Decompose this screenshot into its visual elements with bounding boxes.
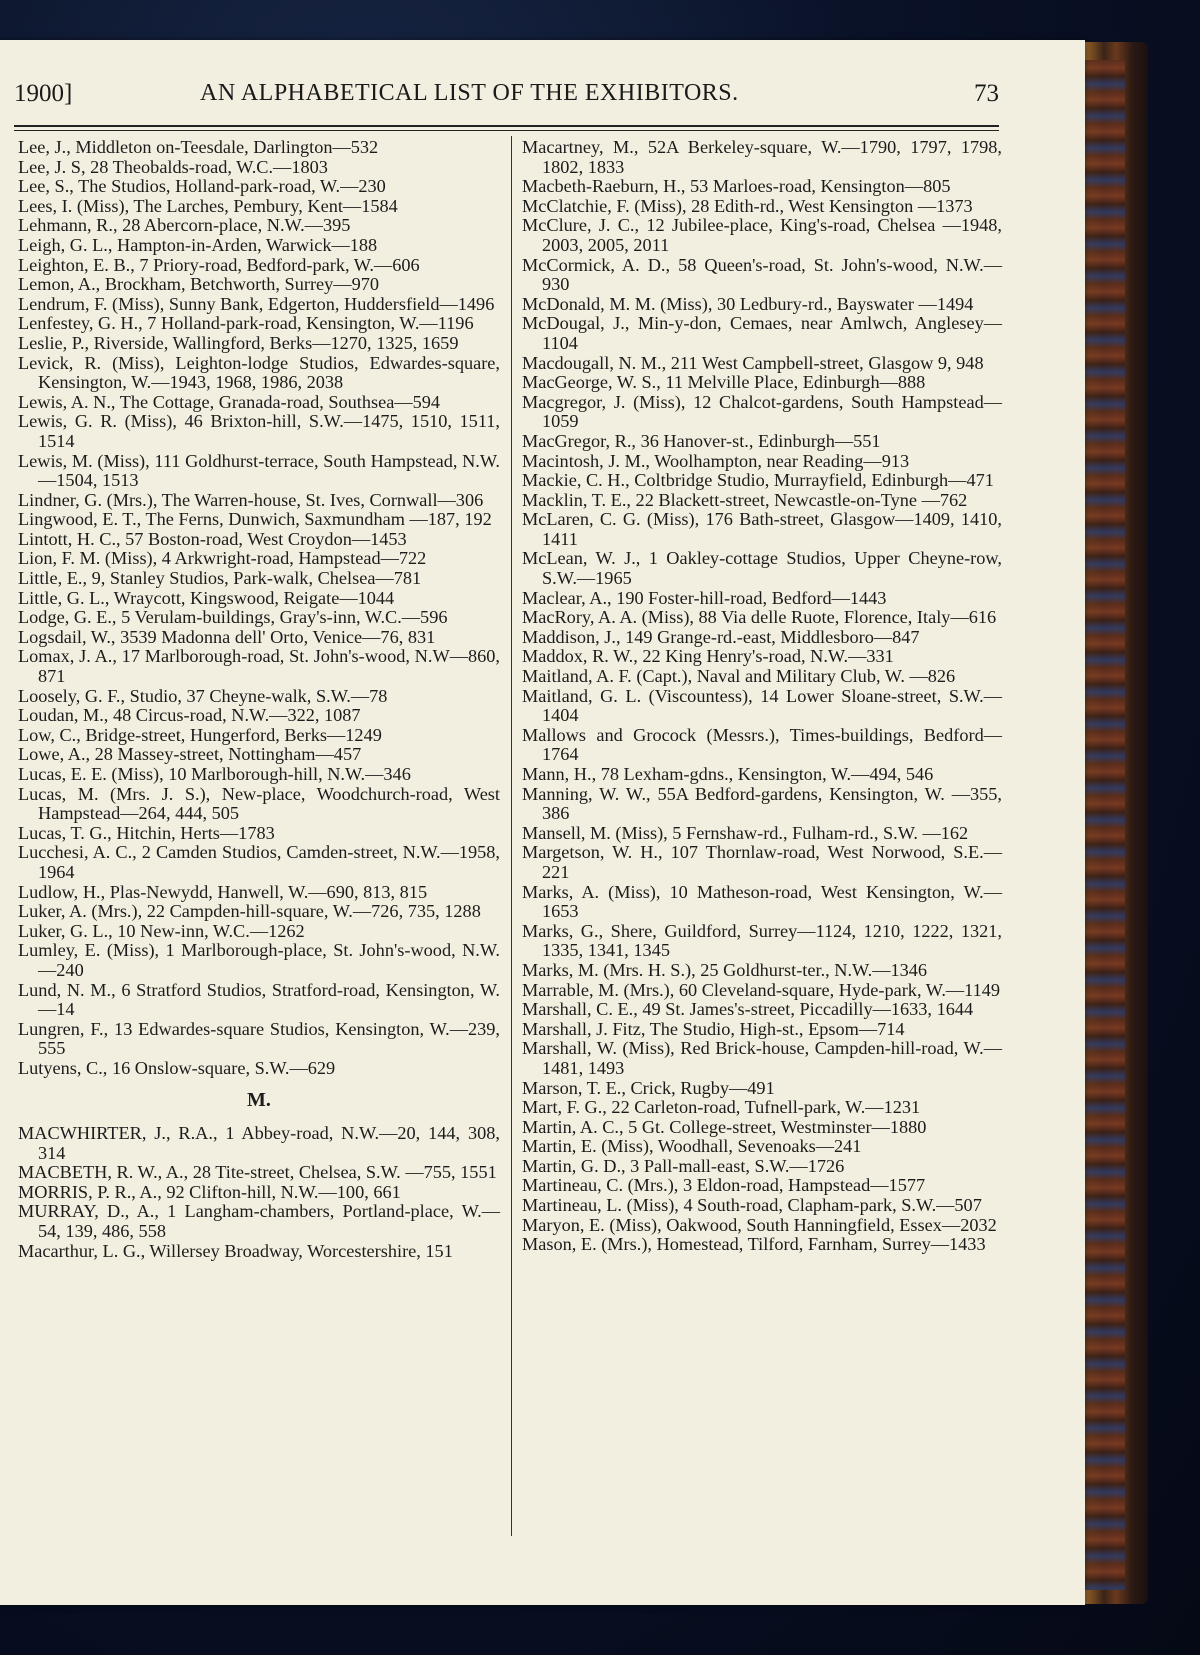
exhibitor-entry: Lemon, A., Brockham, Betchworth, Surrey—970 [18, 274, 379, 295]
exhibitor-entry: Marshall, J. Fitz, The Studio, High-st., Epsom—714 [522, 1018, 905, 1039]
exhibitor-entry: Little, E., 9, Stanley Studios, Park-walk, Chelsea—781 [18, 568, 422, 589]
page-number: 73 [974, 80, 999, 107]
exhibitor-entry: Lucas, T. G., Hitchin, Herts—1783 [18, 822, 275, 843]
exhibitor-entry: Lowe, A., 28 Massey-street, Nottingham—457 [18, 744, 362, 765]
header-year: 1900] [14, 80, 73, 107]
header-rule [14, 125, 999, 127]
exhibitor-entry: Lendrum, F. (Miss), Sunny Bank, Edgerton, Huddersfield—1496 [18, 293, 495, 314]
exhibitor-entry: MORRIS, P. R., A., 92 Clifton-hill, N.W.—100, 661 [18, 1181, 401, 1202]
section-heading-m: M. [247, 1088, 271, 1111]
exhibitor-entry: Low, C., Bridge-street, Hungerford, Berks—1249 [18, 724, 382, 745]
exhibitor-entry: Logsdail, W., 3539 Madonna dell' Orto, Venice—76, 831 [18, 626, 436, 647]
exhibitor-entry: Marks, M. (Mrs. H. S.), 25 Goldhurst-ter., N.W.—1346 [522, 959, 928, 980]
exhibitor-entry: Lucas, E. E. (Miss), 10 Marlborough-hill, N.W.—346 [18, 764, 411, 784]
exhibitor-entry: Lewis, A. N., The Cottage, Granada-road, Southsea—594 [18, 391, 441, 412]
exhibitor-entry: McClure, J. C., 12 Jubilee-place, King's-road, Chelsea —1948, 2003, 2005, 2011 [522, 215, 1002, 255]
exhibitor-entry: Macdougall, N. M., 211 West Campbell-street, Glasgow 9, 948 [522, 352, 984, 373]
exhibitor-entry: Lion, F. M. (Miss), 4 Arkwright-road, Hampstead—722 [18, 548, 427, 569]
exhibitor-entry: Mackie, C. H., Coltbridge Studio, Murrayfield, Edinburgh—471 [522, 470, 994, 491]
exhibitor-entry: McCormick, A. D., 58 Queen's-road, St. John's-wood, N.W.—930 [522, 254, 1002, 295]
exhibitor-entry: Lee, S., The Studios, Holland-park-road, W.—230 [18, 176, 386, 197]
exhibitor-entry: Lund, N. M., 6 Stratford Studios, Stratford-road, Kensington, W.—14 [18, 979, 500, 1020]
exhibitor-entry: Maddox, R. W., 22 King Henry's-road, N.W.—331 [522, 646, 894, 667]
exhibitor-entry: Lucas, M. (Mrs. J. S.), New-place, Woodchurch-road, West Hampstead—264, 444, 505 [18, 783, 500, 824]
exhibitor-entry: Loudan, M., 48 Circus-road, N.W.—322, 1087 [18, 705, 361, 726]
exhibitor-entry: Mason, E. (Mrs.), Homestead, Tilford, Farnham, Surrey—1433 [522, 1234, 986, 1255]
exhibitor-entry: Lee, J., Middleton on-Teesdale, Darlington—532 [18, 137, 379, 157]
exhibitor-entry: Lodge, G. E., 5 Verulam-buildings, Gray's-inn, W.C.—596 [18, 607, 448, 628]
exhibitor-entry: Lungren, F., 13 Edwardes-square Studios, Kensington, W.—239, 555 [18, 1018, 500, 1059]
exhibitor-entry: MURRAY, D., A., 1 Langham-chambers, Portland-place, W.—54, 139, 486, 558 [18, 1201, 500, 1242]
exhibitor-entry: Mansell, M. (Miss), 5 Fernshaw-rd., Fulham-rd., S.W. —162 [522, 822, 969, 843]
exhibitor-entry: Lenfestey, G. H., 7 Holland-park-road, Kensington, W.—1196 [18, 313, 474, 334]
exhibitor-entry: Martineau, C. (Mrs.), 3 Eldon-road, Hampstead—1577 [522, 1175, 926, 1196]
exhibitor-entry: Maitland, G. L. (Viscountess), 14 Lower Sloane-street, S.W.—1404 [522, 685, 1002, 726]
exhibitor-entry: Martin, A. C., 5 Gt. College-street, Westminster—1880 [522, 1116, 927, 1137]
exhibitor-entry: Maclear, A., 190 Foster-hill-road, Bedford—1443 [522, 587, 887, 608]
exhibitor-entry: MacGregor, R., 36 Hanover-st., Edinburgh—551 [522, 430, 881, 451]
exhibitor-entry: Leighton, E. B., 7 Priory-road, Bedford-park, W.—606 [18, 254, 420, 275]
exhibitor-entry: Maryon, E. (Miss), Oakwood, South Hanningfield, Essex—2032 [522, 1214, 997, 1235]
exhibitor-entry: Macklin, T. E., 22 Blackett-street, Newcastle-on-Tyne —762 [522, 489, 968, 510]
exhibitor-entry: Little, G. L., Wraycott, Kingswood, Reigate—1044 [18, 587, 395, 608]
exhibitor-entry: McLaren, C. G. (Miss), 176 Bath-street, Glasgow—1409, 1410, 1411 [522, 509, 1002, 549]
exhibitor-entry: Martineau, L. (Miss), 4 South-road, Clapham-park, S.W.—507 [522, 1195, 982, 1216]
exhibitor-entry: Lee, J. S, 28 Theobalds-road, W.C.—1803 [18, 156, 328, 177]
exhibitor-entry: Macbeth-Raeburn, H., 53 Marloes-road, Kensington—805 [522, 176, 951, 197]
exhibitor-entry: Marks, A. (Miss), 10 Matheson-road, West Kensington, W.—1653 [522, 881, 1002, 922]
exhibitor-entry: Macgregor, J. (Miss), 12 Chalcot-gardens, South Hampstead—1059 [522, 391, 1002, 432]
exhibitor-entry: Marshall, C. E., 49 St. James's-street, Piccadilly—1633, 1644 [522, 999, 974, 1020]
exhibitor-entry: McDougal, J., Min-y-don, Cemaes, near Amlwch, Anglesey—1104 [522, 313, 1002, 353]
exhibitor-entry: Lindner, G. (Mrs.), The Warren-house, St. Ives, Cornwall—306 [18, 489, 484, 510]
exhibitor-entry: Loosely, G. F., Studio, 37 Cheyne-walk, S.W.—78 [18, 685, 388, 706]
running-header [14, 44, 999, 107]
exhibitor-entry: Manning, W. W., 55A Bedford-gardens, Kensington, W. —355, 386 [522, 783, 1002, 824]
exhibitor-entry: Lewis, G. R. (Miss), 46 Brixton-hill, S.W.—1475, 1510, 1511, 1514 [18, 411, 500, 451]
exhibitor-entry: Lucchesi, A. C., 2 Camden Studios, Camden-street, N.W.—1958, 1964 [18, 842, 500, 882]
exhibitor-entry: Marson, T. E., Crick, Rugby—491 [522, 1077, 775, 1098]
exhibitor-entry: Levick, R. (Miss), Leighton-lodge Studios, Edwardes-square, Kensington, W.—1943, 1968, 1986, 2038 [18, 352, 500, 393]
exhibitor-entry: Luker, G. L., 10 New-inn, W.C.—1262 [18, 920, 305, 941]
exhibitor-entry: Mallows and Grocock (Messrs.), Times-buildings, Bedford—1764 [522, 724, 1002, 765]
exhibitor-list-l [18, 138, 500, 1079]
exhibitor-entry: Leigh, G. L., Hampton-in-Arden, Warwick—188 [18, 234, 378, 255]
right-column [522, 138, 1002, 1255]
exhibitor-list-mc [522, 138, 1002, 1255]
exhibitor-entry: MACBETH, R. W., A., 28 Tite-street, Chelsea, S.W. —755, 1551 [18, 1162, 497, 1183]
exhibitor-entry: MACWHIRTER, J., R.A., 1 Abbey-road, N.W.—20, 144, 308, 314 [18, 1123, 500, 1163]
exhibitor-entry: Maitland, A. F. (Capt.), Naval and Military Club, W. —826 [522, 666, 956, 687]
exhibitor-entry: Macintosh, J. M., Woolhampton, near Reading—913 [522, 450, 910, 471]
exhibitor-entry: MacRory, A. A. (Miss), 88 Via delle Ruote, Florence, Italy—616 [522, 607, 997, 628]
exhibitor-entry: McDonald, M. M. (Miss), 30 Ledbury-rd., Bayswater —1494 [522, 293, 974, 314]
exhibitor-entry: Margetson, W. H., 107 Thornlaw-road, West Norwood, S.E.—221 [522, 842, 1002, 882]
header-title: AN ALPHABETICAL LIST OF THE EXHIBITORS. [200, 80, 739, 106]
exhibitor-entry: Lutyens, C., 16 Onslow-square, S.W.—629 [18, 1057, 336, 1078]
header-rule-thin [14, 130, 999, 131]
left-column [18, 138, 500, 1261]
exhibitor-entry: Martin, G. D., 3 Pall-mall-east, S.W.—1726 [522, 1155, 845, 1176]
exhibitor-entry: Martin, E. (Miss), Woodhall, Sevenoaks—241 [522, 1136, 862, 1157]
exhibitor-entry: Lees, I. (Miss), The Larches, Pembury, Kent—1584 [18, 195, 398, 216]
exhibitor-entry: Marshall, W. (Miss), Red Brick-house, Campden-hill-road, W.—1481, 1493 [522, 1038, 1002, 1078]
exhibitor-entry: MacGeorge, W. S., 11 Melville Place, Edinburgh—888 [522, 372, 926, 393]
exhibitor-entry: Marks, G., Shere, Guildford, Surrey—1124, 1210, 1222, 1321, 1335, 1341, 1345 [522, 920, 1002, 961]
exhibitor-entry: Lingwood, E. T., The Ferns, Dunwich, Saxmundham —187, 192 [18, 509, 492, 530]
exhibitor-entry: Lintott, H. C., 57 Boston-road, West Croydon—1453 [18, 528, 407, 549]
exhibitor-entry: Mart, F. G., 22 Carleton-road, Tufnell-park, W.—1231 [522, 1097, 921, 1118]
exhibitor-entry: McLean, W. J., 1 Oakley-cottage Studios, Upper Cheyne-row, S.W.—1965 [522, 548, 1002, 589]
exhibitor-entry: Maddison, J., 149 Grange-rd.-east, Middlesboro—847 [522, 626, 920, 647]
exhibitor-entry: McClatchie, F. (Miss), 28 Edith-rd., West Kensington —1373 [522, 195, 973, 216]
exhibitor-entry: Macarthur, L. G., Willersey Broadway, Worcestershire, 151 [18, 1240, 453, 1261]
exhibitor-entry: Mann, H., 78 Lexham-gdns., Kensington, W.—494, 546 [522, 764, 934, 784]
exhibitor-entry: Marrable, M. (Mrs.), 60 Cleveland-square, Hyde-park, W.—1149 [522, 979, 1001, 1000]
exhibitor-entry: Lumley, E. (Miss), 1 Marlborough-place, St. John's-wood, N.W.—240 [18, 940, 500, 980]
exhibitor-entry: Lehmann, R., 28 Abercorn-place, N.W.—395 [18, 215, 351, 236]
exhibitor-entry: Lewis, M. (Miss), 111 Goldhurst-terrace, South Hampstead, N.W.—1504, 1513 [18, 450, 500, 491]
exhibitor-entry: Ludlow, H., Plas-Newydd, Hanwell, W.—690, 813, 815 [18, 881, 428, 902]
exhibitor-list-m [18, 1124, 500, 1261]
column-divider [511, 136, 512, 1536]
exhibitor-entry: Macartney, M., 52A Berkeley-square, W.—1790, 1797, 1798, 1802, 1833 [522, 137, 1002, 177]
exhibitor-entry: Luker, A. (Mrs.), 22 Campden-hill-square, W.—726, 735, 1288 [18, 901, 481, 922]
exhibitor-entry: Leslie, P., Riverside, Wallingford, Berks—1270, 1325, 1659 [18, 332, 459, 353]
marbled-edge [1085, 60, 1125, 1590]
exhibitor-entry: Lomax, J. A., 17 Marlborough-road, St. John's-wood, N.W—860, 871 [18, 646, 500, 687]
